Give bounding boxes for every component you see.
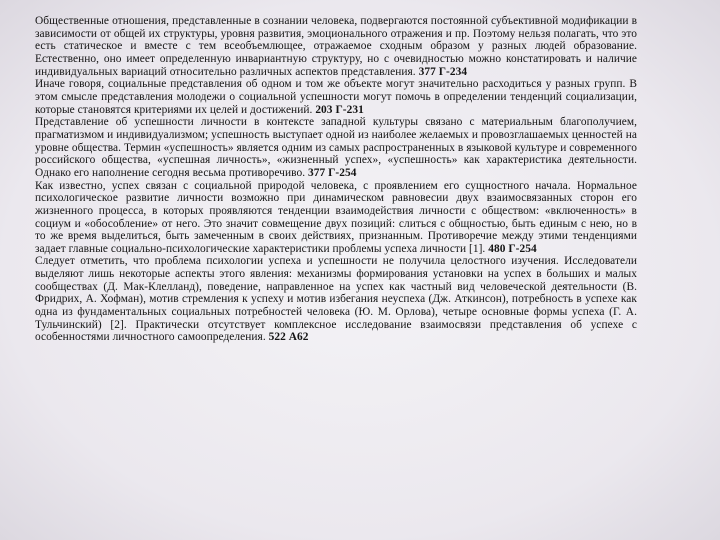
paragraph-3-text: Представление об успешности личности в контексте западной культуры связано с материальным благополучием, прагматизмом и индивидуализмом; успешность выступает одной из наиболее желаемых и провозглашаемых ценностей на уровне общества. Термин «успешность» является одним из самых распространенных в языковой культуре и современного российского общества, «успешная личность», «жизненный успех», «успешность» как характеристика деятельности. Однако его наполнение сегодня весьма противоречиво. [35, 116, 637, 179]
paragraph-4-text: Как известно, успех связан с социальной природой человека, с проявлением его сущностного начала. Нормальное психологическое развитие личности возможно при динамическом равновесии двух взаимосвязанных сторон его жизненного процесса, в которых проявляются тенденции взаимодействия личности с обществом: «включенность» в социум и «обособление» от него. Это значит совмещение двух позиций: слиться с общностью, быть единым с нею, но в то же время выделиться, быть замеченным в своих действиях, признанным. Противоречие между этими тенденциями задает главные социально-психологические характеристики проблемы успеха личности [1]. [35, 179, 637, 255]
paragraph-4-ref: 480 Г-254 [488, 242, 537, 255]
paragraph-2-ref: 203 Г-231 [315, 103, 364, 116]
paragraph-5 [35, 255, 637, 344]
paragraph-3 [35, 116, 637, 179]
paragraph-1-text: Общественные отношения, представленные в сознании человека, подвергаются постоянной субъективной модификации в зависимости от общей их структуры, уровня развития, эмоционального отражения и пр. Поэтому нельзя полагать, что это есть статическое и вместе с тем всеобъемлющее, отражаемое сходным образом у разных людей образование. Естественно, оно имеет определенную инвариантную структуру, но с очевидностью можно констатировать и наличие индивидуальных вариаций относительно различных аспектов представления. [35, 15, 637, 78]
paragraph-3-ref: 377 Г-254 [308, 166, 357, 179]
paragraph-1-ref: 377 Г-234 [418, 65, 468, 78]
document-text-block [35, 15, 637, 344]
paragraph-4 [35, 180, 637, 256]
paragraph-5-text: Следует отметить, что проблема психологии успеха и успешности не получила целостного изучения. Исследователи выделяют лишь некоторые аспекты этого явления: механизмы формирования установки на успех в больших и малых сообществах (Д. Мак-Клелланд), поведение, направленное на успех как частный вид человеческой деятельности (В. Фридрих, А. Хофман), мотив стремления к успеху и мотив избегания неуспеха (Дж. Аткинсон), потребность в успехе как одна из фундаментальных социальных потребностей человека (Ю. М. Орлова), четыре основные формы успеха (Г. А. Тульчинский) [2]. Практически отсутствует комплексное исследование взаимосвязи представления об успехе с особенностями личностного самоопределения. [35, 255, 637, 344]
paragraph-1 [35, 15, 637, 78]
paragraph-2 [35, 78, 637, 116]
paragraph-5-ref: 522 А62 [268, 331, 309, 344]
paragraph-2-text: Иначе говоря, социальные представления об одном и том же объекте могут значительно расходиться у разных групп. В этом смысле представления молодежи о социальной успешности могут помочь в определении тенденций социализации, которые становятся критериями их целей и достижений. [35, 78, 637, 116]
